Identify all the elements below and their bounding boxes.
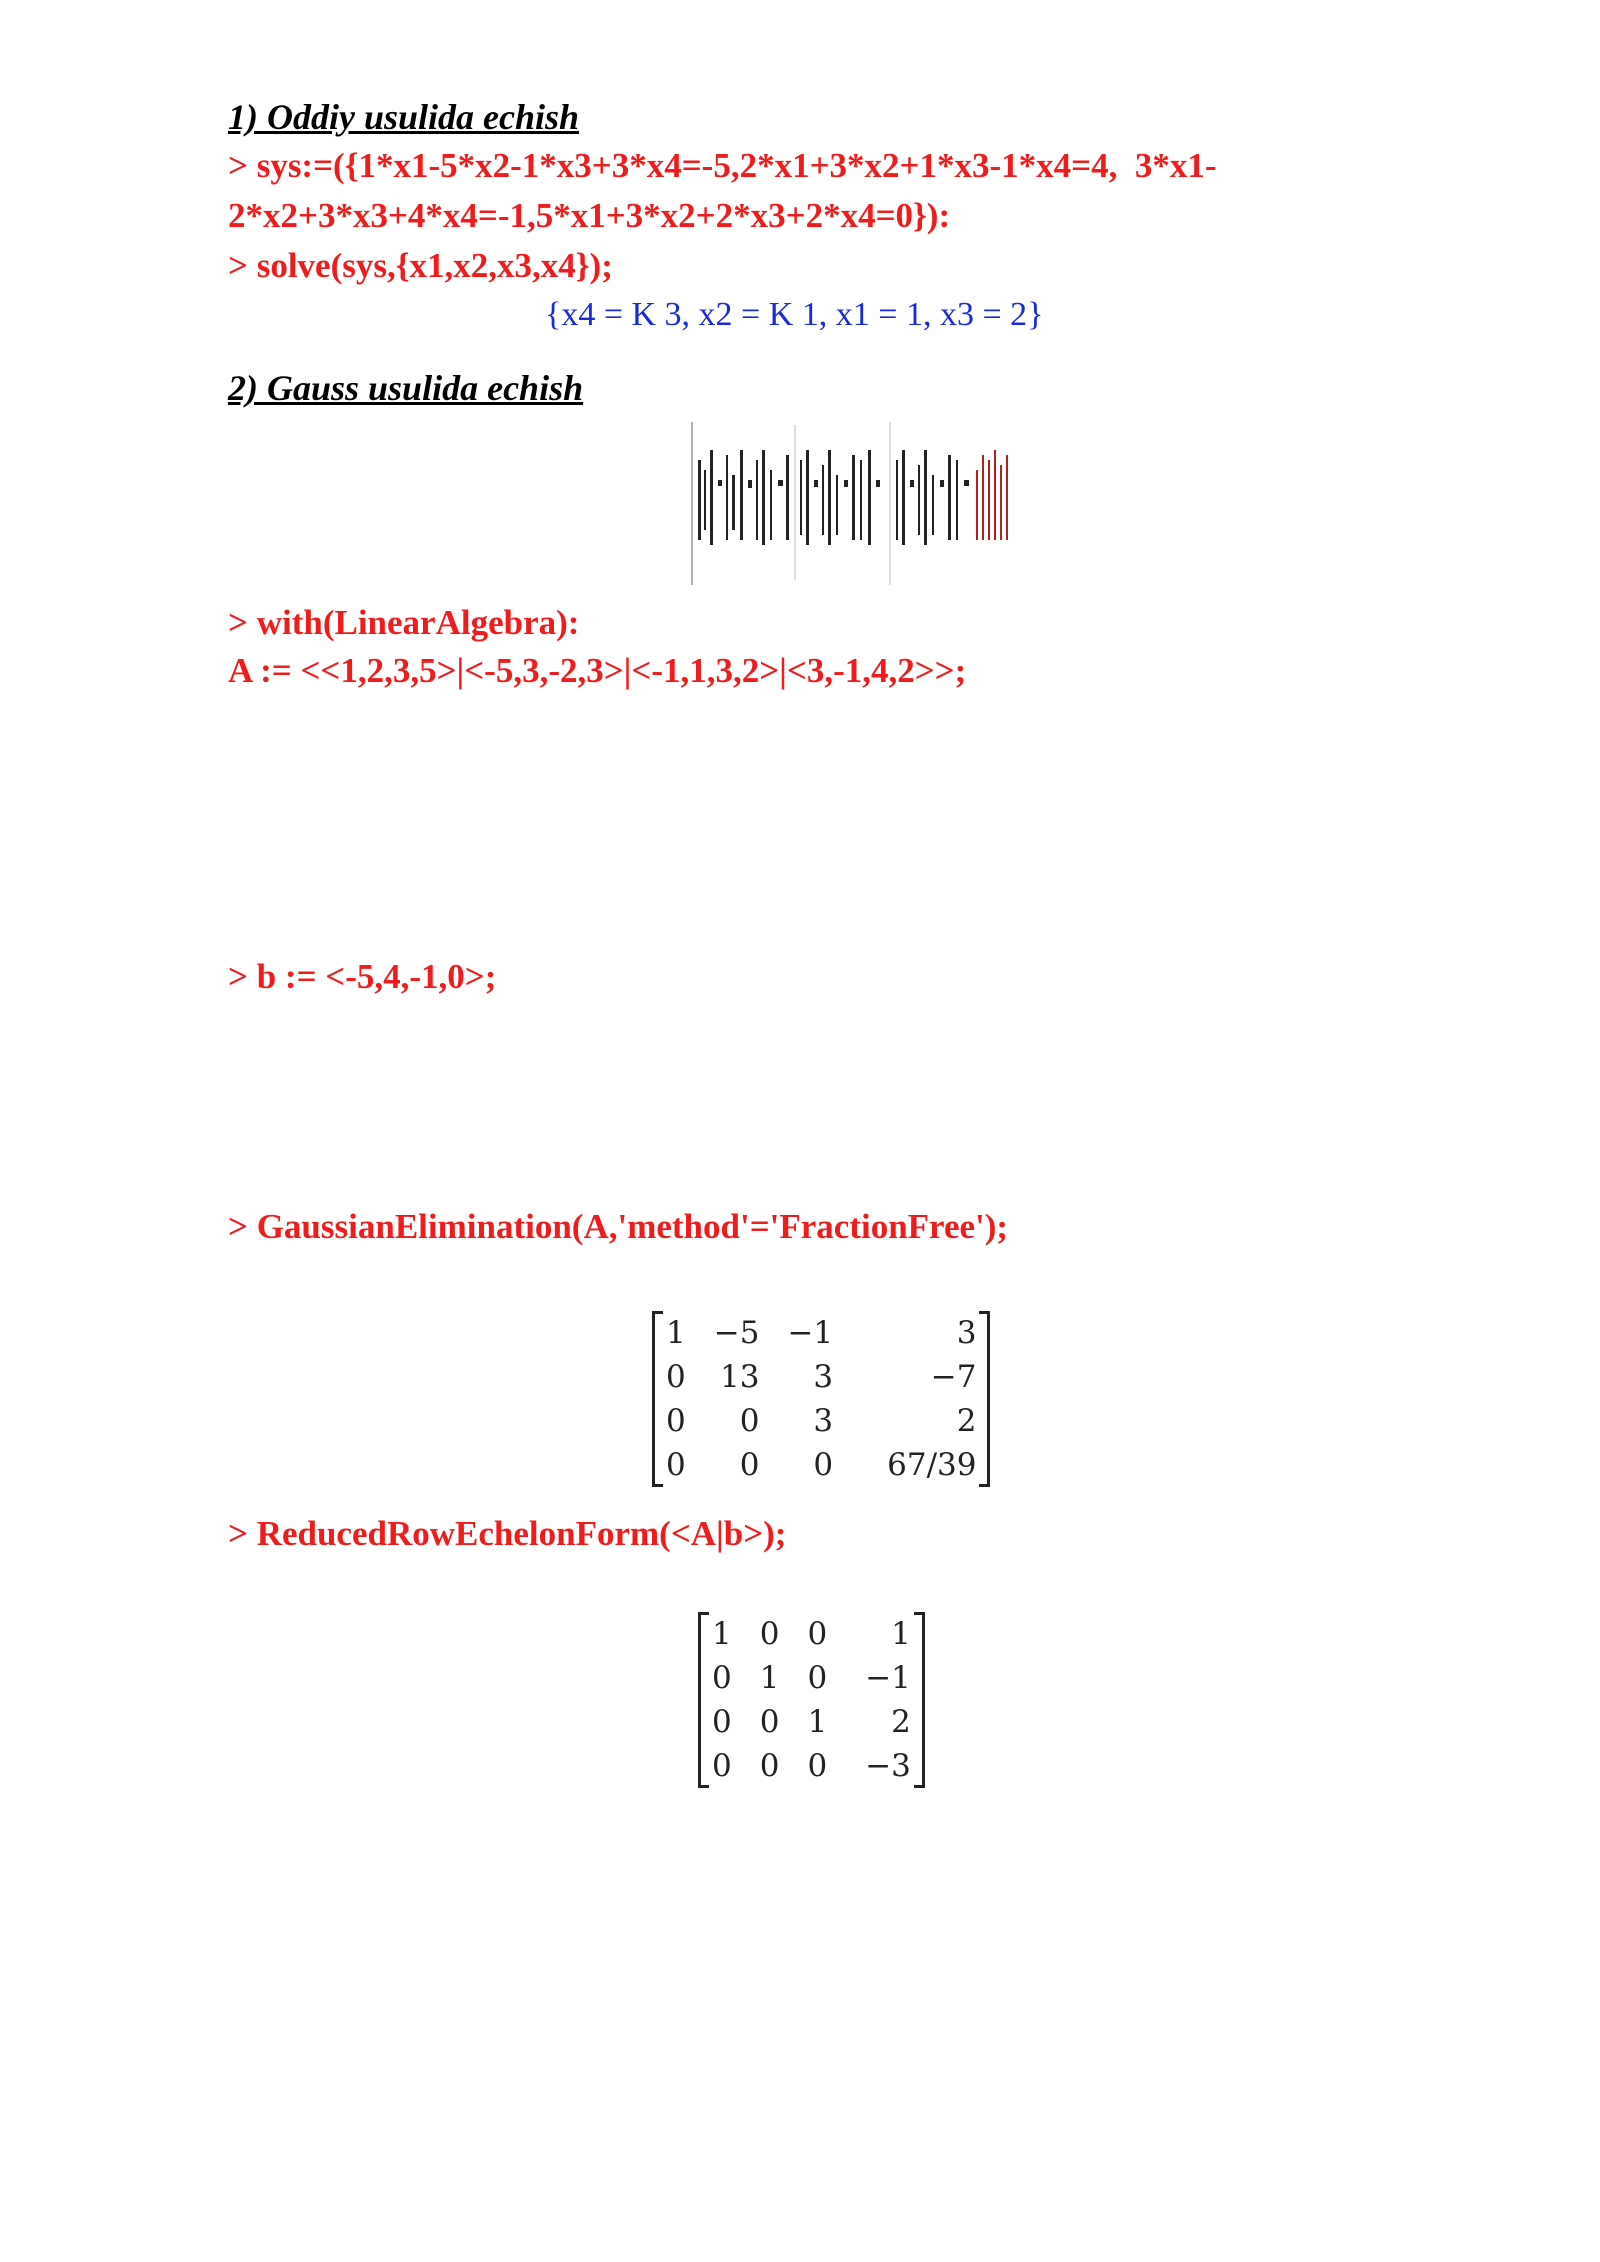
matrix-cell: 3 [813,1403,834,1439]
rref-command: > ReducedRowEchelonForm(<A|b>); [228,1514,787,1553]
matrix-cell: 0 [759,1704,780,1740]
matrix-cell: 0 [759,1748,780,1784]
matrix-cell: 2 [891,1704,911,1740]
garbled-equation-image [690,420,1020,590]
solve-command: > solve(sys,{x1,x2,x3,x4}); [228,246,613,285]
matrix-cell: −5 [713,1315,760,1351]
matrix-cell: 2 [956,1403,977,1439]
matrix-cell: 67/39 [887,1447,977,1483]
solve-result: {x4 = K 3, x2 = K 1, x1 = 1, x3 = 2} [545,296,1044,333]
matrix-cell: 0 [813,1447,834,1483]
matrix-row [698,1744,925,1788]
matrix-cell: 0 [666,1359,686,1395]
matrix-cell: 0 [807,1660,828,1696]
right-bracket [979,1311,990,1487]
matrix-row [698,1700,925,1744]
matrix-cell: −1 [865,1660,911,1696]
section1-heading: 1) Oddiy usulida echish [228,97,580,137]
matrix-row [698,1656,925,1700]
matrix-cell: 0 [712,1748,732,1784]
matrix-cell: 3 [956,1315,977,1351]
matrix-cell: 1 [891,1616,911,1652]
sys-command-line2: 2*x2+3*x3+4*x4=-1,5*x1+3*x2+2*x3+2*x4=0}): [228,196,951,235]
matrix-cell: 1 [666,1315,686,1351]
vector-b-command: > b := <-5,4,-1,0>; [228,957,497,996]
matrix-cell: 0 [739,1403,760,1439]
matrix-cell: −3 [865,1748,911,1784]
matrix-row [698,1612,925,1656]
matrix-cell: 1 [712,1616,732,1652]
matrix-cell: 0 [666,1447,686,1483]
matrix-cell: 13 [719,1359,760,1395]
matrix-row [652,1443,990,1487]
matrix-cell: 3 [813,1359,834,1395]
matrix-row [652,1355,990,1399]
left-bracket [698,1612,709,1788]
gauss-result-matrix [652,1311,990,1487]
matrix-cell: 0 [807,1748,828,1784]
matrix-cell: −1 [787,1315,834,1351]
matrix-cell: 0 [666,1403,686,1439]
matrix-cell: −7 [930,1359,977,1395]
matrix-cell: 0 [712,1704,732,1740]
matrix-cell: 0 [712,1660,732,1696]
matrix-cell: 0 [807,1616,828,1652]
matrix-cell: 0 [759,1616,780,1652]
rref-result-matrix [698,1612,925,1788]
right-bracket [914,1612,925,1788]
section2-heading: 2) Gauss usulida echish [228,368,584,408]
matrix-a-command: A := <<1,2,3,5>|<-5,3,-2,3>|<-1,1,3,2>|<3,-1,4,2>>; [228,651,967,690]
sys-command-line1: > sys:=({1*x1-5*x2-1*x3+3*x4=-5,2*x1+3*x2+1*x3-1*x4=4, 3*x1- [228,146,1217,185]
gauss-matrix-table [652,1311,990,1487]
matrix-cell: 1 [759,1660,780,1696]
with-command: > with(LinearAlgebra): [228,603,580,642]
matrix-row [652,1399,990,1443]
rref-matrix-table [698,1612,925,1788]
gaussian-elimination-command: > GaussianElimination(A,'method'='FractionFree'); [228,1207,1009,1246]
matrix-cell: 1 [807,1704,828,1740]
left-bracket [652,1311,663,1487]
matrix-row [652,1311,990,1355]
matrix-cell: 0 [739,1447,760,1483]
